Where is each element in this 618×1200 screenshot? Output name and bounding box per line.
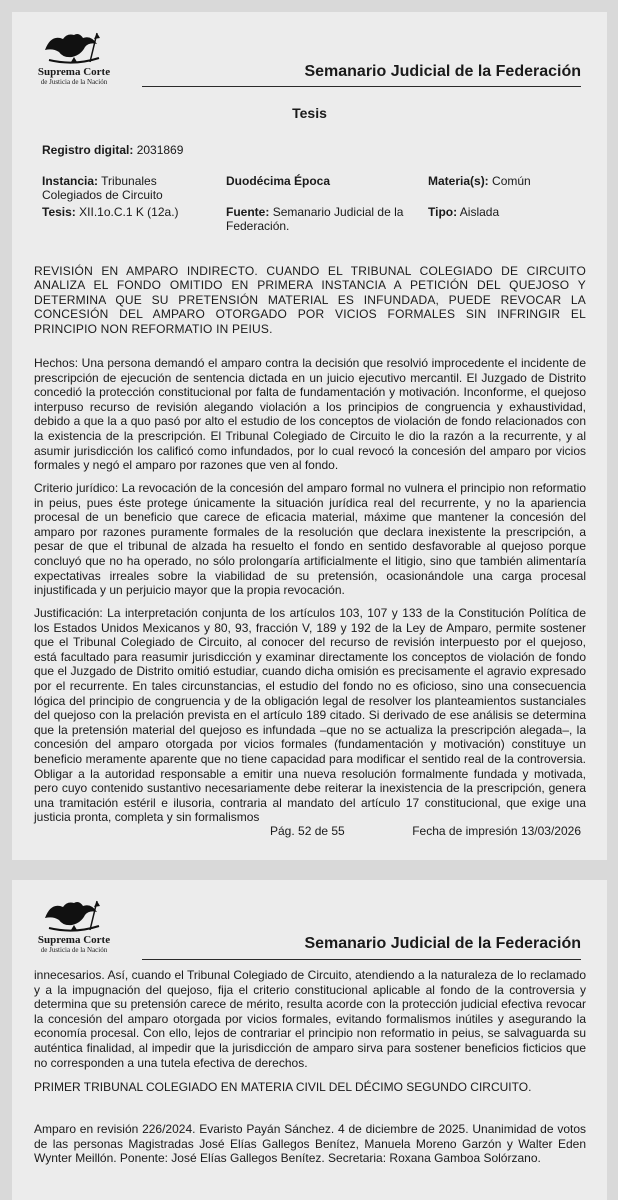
header-divider [142,959,581,960]
scjn-logo [34,30,114,86]
tribunal-name: PRIMER TRIBUNAL COLEGIADO EN MATERIA CIVIL DEL DÉCIMO SEGUNDO CIRCUITO. [34,1080,532,1094]
precedente-paragraph: Amparo en revisión 226/2024. Evaristo Payán Sánchez. 4 de diciembre de 2025. Unanimidad de votos de las personas Magistradas José Elías Gallegos Benítez, Manuela Moreno Garzón y Walter Eden Wynter Meillón. Ponente: José Elías Gallegos Benítez. Secretaria: Roxana Gamboa Solórzano. [34,1122,586,1166]
document-page-2 [12,880,607,1200]
logo-subtitle: de Justicia de la Nación [40,78,108,86]
instancia [42,174,212,202]
logo-subtitle: de Justicia de la Nación [40,946,108,954]
fuente-value: Semanario Judicial de la Federación. [226,205,404,233]
materia [428,174,531,188]
tipo [428,205,499,219]
epoca: Duodécima Época [226,174,331,188]
mexican-eagle-emblem-icon [41,30,107,66]
instancia-label: Instancia: [42,174,99,188]
publication-title: Semanario Judicial de la Federación [304,63,581,80]
logo-name: Suprema Corte [37,934,111,946]
fuente [226,205,416,233]
registro-label: Registro digital: [42,143,134,157]
print-date: Fecha de impresión 13/03/2026 [412,824,581,838]
page-number: Pág. 52 de 55 [270,824,345,838]
tesis-rubro: REVISIÓN EN AMPARO INDIRECTO. CUANDO EL TRIBUNAL COLEGIADO DE CIRCUITO ANALIZA EL FONDO OMITIDO EN PRIMERA INSTANCIA A PETICIÓN DEL QUEJOSO Y DETERMINA QUE SU PRETENSIÓN MATERIAL ES INFUNDADA, PUEDE REVOCAR LA CONCESIÓN DEL AMPARO OTORGADO POR VICIOS FORMALES SIN INFRINGIR EL PRINCIPIO NON REFORMATIO IN PEIUS. [34,264,586,336]
registro-value: 2031869 [136,143,184,157]
tesis-label: Tesis: [42,205,76,219]
registro-digital [42,143,183,157]
document-type-title: Tesis [292,105,327,121]
scjn-logo [34,898,114,954]
logo-name: Suprema Corte [37,66,111,78]
tipo-value: Aislada [459,205,500,219]
justificacion-continuation: innecesarios. Así, cuando el Tribunal Colegiado de Circuito, atendiendo a la naturaleza de lo reclamado y a la impugnación del quejoso, fija el criterio constitucional aplicable al fondo de la controversia y determina que su pretensión carece de mérito, resulta acorde con la protección judicial efectiva revocar la concesión del amparo otorgada por vicios formales, evitando formalismos inútiles y asegurando la economía procesal. Con ello, lejos de contrariar el principio non reformatio in peius, se salvaguarda su auténtica finalidad, al impedir que la jurisdicción de amparo sirva para sostener beneficios ficticios que no corresponden a una tutela efectiva de derechos. [34,968,586,1070]
tesis-value: XII.1o.C.1 K (12a.) [79,205,179,219]
fuente-label: Fuente: [226,205,270,219]
justificacion-paragraph: Justificación: La interpretación conjunta de los artículos 103, 107 y 133 de la Constitución Política de los Estados Unidos Mexicanos y 80, 93, fracción V, 189 y 192 de la Ley de Amparo, permite sostener que el Tribunal Colegiado de Circuito, al conocer del recurso de revisión interpuesto por el quejoso, está facultado para reasumir jurisdicción y examinar directamente los conceptos de violación de fondo que el Juzgado de Distrito omitió estudiar, cuando dicha omisión es precisamente el agravio expresado por el recurrente. En tales circunstancias, el estudio del fondo no es oficioso, sino una consecuencia lógica del principio de congruencia y de la obligación legal de resolver los planteamientos sustanciales del quejoso con la prelación prevista en el artículo 189 citado. Si derivado de ese análisis se determina que la pretensión material del quejoso es infundada –que no se actualiza la prescripción alegada–, la concesión del amparo otorgada por vicios formales (fundamentación y motivación) constituye un beneficio meramente aparente que no tiene capacidad para modificar el sentido real de la controversia. Obligar a la autoridad responsable a emitir una nueva resolución formalmente fundada y motivada, pero cuyo contenido sustantivo necesariamente debe reiterar la inexistencia de la prescripción, genera una tramitación estéril e ilusoria, contraria al mandato del artículo 17 constitucional, que exige una justicia pronta, completa y sin formalismos [34,606,586,825]
publication-title: Semanario Judicial de la Federación [304,935,581,952]
tipo-label: Tipo: [428,205,458,219]
criterio-juridico-paragraph: Criterio jurídico: La revocación de la concesión del amparo formal no vulnera el principio non reformatio in peius, pues éste protege únicamente la situación jurídica real del recurrente, y no la apariencia procesal de un beneficio que carece de eficacia material, máxime que mantener la concesión del amparo por razones puramente formales de la resolución que declara inexistente la prescripción, a pesar de que el tribunal de alzada ha resuelto el fondo en sentido desfavorable al quejoso porque concluyó que no ha operado, no sólo prolongaría artificialmente el litigio, sino que también alimentaría expectativas irreales sobre la viabilidad de su pretensión, ocasionándole una carga procesal injustificada y un perjuicio mayor que la propia revocación. [34,481,586,598]
materia-value: Común [492,174,531,188]
header-divider [142,86,581,87]
document-page-1 [12,12,607,860]
tesis-number [42,205,179,219]
materia-label: Materia(s): [428,174,489,188]
instancia-value: Tribunales Colegiados de Circuito [42,174,163,202]
mexican-eagle-emblem-icon [41,898,107,934]
hechos-paragraph: Hechos: Una persona demandó el amparo contra la decisión que resolvió improcedente el incidente de prescripción de ejecución de sentencia dictada en un juicio ejecutivo mercantil. El Juzgado de Distrito concedió la protección constitucional por falta de fundamentación y motivación. Inconforme, el quejoso interpuso recurso de revisión alegando violación a los principios de congruencia y exhaustividad, debido a que la a quo pasó por alto el estudio de los conceptos de violación de fondo relacionados con la existencia de la prescripción. El Tribunal Colegiado de Circuito le dio la razón a la recurrente, y al asumir jurisdicción los calificó como infundados, por lo cual revocó la concesión del amparo por vicios formales y negó el amparo por razones que ven al fondo. [34,356,586,473]
